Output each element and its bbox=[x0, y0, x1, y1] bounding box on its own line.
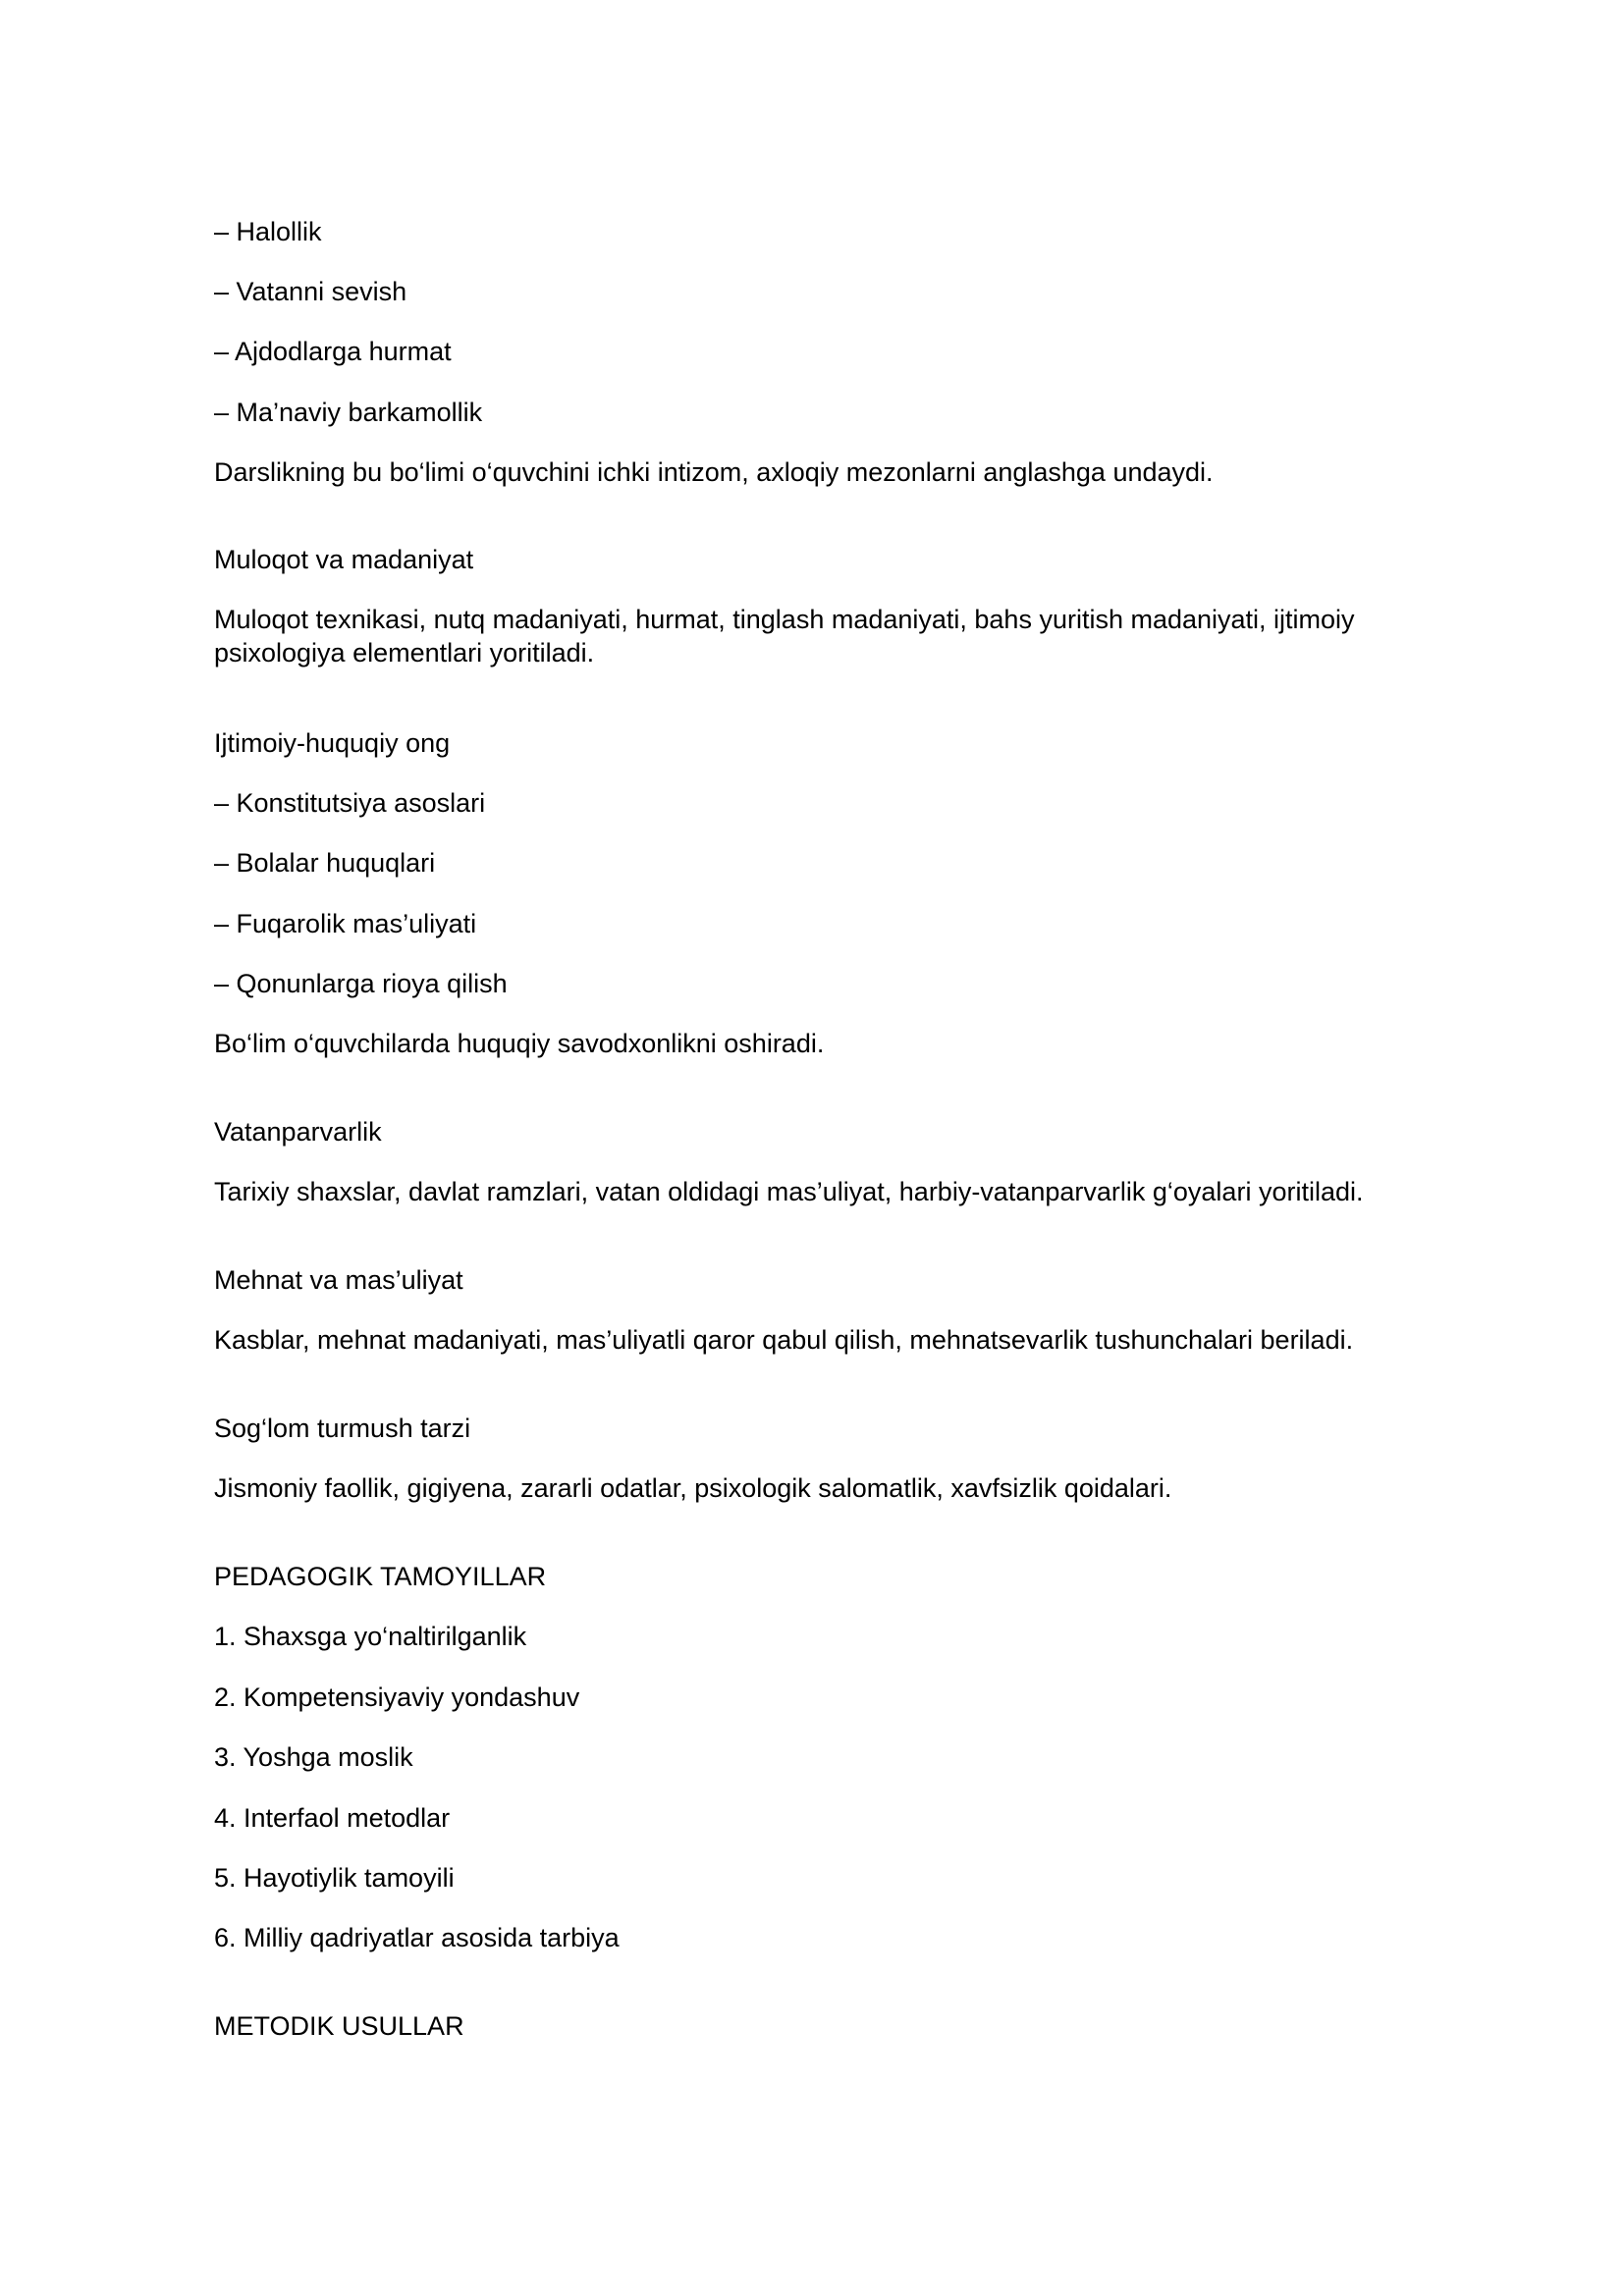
patriotism-heading: Vatanparvarlik bbox=[214, 1117, 382, 1147]
legal-summary-paragraph: Bo‘lim o‘quvchilarda huquqiy savodxonlikni oshiradi. bbox=[214, 1029, 825, 1058]
values-summary-paragraph: Darslikning bu bo‘limi o‘quvchini ichki intizom, axloqiy mezonlarni anglashga undaydi. bbox=[214, 457, 1214, 487]
value-item-respect-ancestors: – Ajdodlarga hurmat bbox=[214, 337, 452, 366]
health-paragraph: Jismoniy faollik, gigiyena, zararli odatlar, psixologik salomatlik, xavfsizlik qoidalari. bbox=[214, 1473, 1172, 1503]
principle-item-2: 2. Kompetensiyaviy yondashuv bbox=[214, 1682, 580, 1712]
legal-item-civic-responsibility: – Fuqarolik mas’uliyati bbox=[214, 909, 477, 938]
principle-item-3: 3. Yoshga moslik bbox=[214, 1742, 413, 1772]
patriotism-paragraph: Tarixiy shaxslar, davlat ramzlari, vatan oldidagi mas’uliyat, harbiy-vatanparvarlik g‘oyalari yoritiladi. bbox=[214, 1177, 1364, 1206]
legal-heading: Ijtimoiy-huquqiy ong bbox=[214, 728, 451, 758]
value-item-spiritual-maturity: – Ma’naviy barkamollik bbox=[214, 398, 483, 427]
communication-heading: Muloqot va madaniyat bbox=[214, 545, 474, 574]
principle-item-1: 1. Shaxsga yo‘naltirilganlik bbox=[214, 1622, 527, 1651]
principle-item-4: 4. Interfaol metodlar bbox=[214, 1803, 451, 1833]
principle-item-5: 5. Hayotiylik tamoyili bbox=[214, 1863, 455, 1893]
principles-heading: PEDAGOGIK TAMOYILLAR bbox=[214, 1562, 547, 1591]
legal-item-constitution: – Konstitutsiya asoslari bbox=[214, 788, 486, 818]
health-heading: Sog‘lom turmush tarzi bbox=[214, 1414, 471, 1443]
labor-heading: Mehnat va mas’uliyat bbox=[214, 1265, 463, 1295]
principle-item-6: 6. Milliy qadriyatlar asosida tarbiya bbox=[214, 1923, 620, 1952]
legal-item-child-rights: – Bolalar huquqlari bbox=[214, 848, 436, 878]
legal-item-obey-laws: – Qonunlarga rioya qilish bbox=[214, 969, 508, 998]
value-item-love-homeland: – Vatanni sevish bbox=[214, 277, 407, 306]
methods-heading: METODIK USULLAR bbox=[214, 2011, 464, 2041]
labor-paragraph: Kasblar, mehnat madaniyati, mas’uliyatli qaror qabul qilish, mehnatsevarlik tushunchalari beriladi. bbox=[214, 1325, 1354, 1355]
value-item-honesty: – Halollik bbox=[214, 217, 322, 246]
communication-paragraph: Muloqot texnikasi, nutq madaniyati, hurmat, tinglash madaniyati, bahs yuritish madaniyati, ijtimoiy psixologiya elementlari yoritiladi. bbox=[214, 605, 1355, 667]
